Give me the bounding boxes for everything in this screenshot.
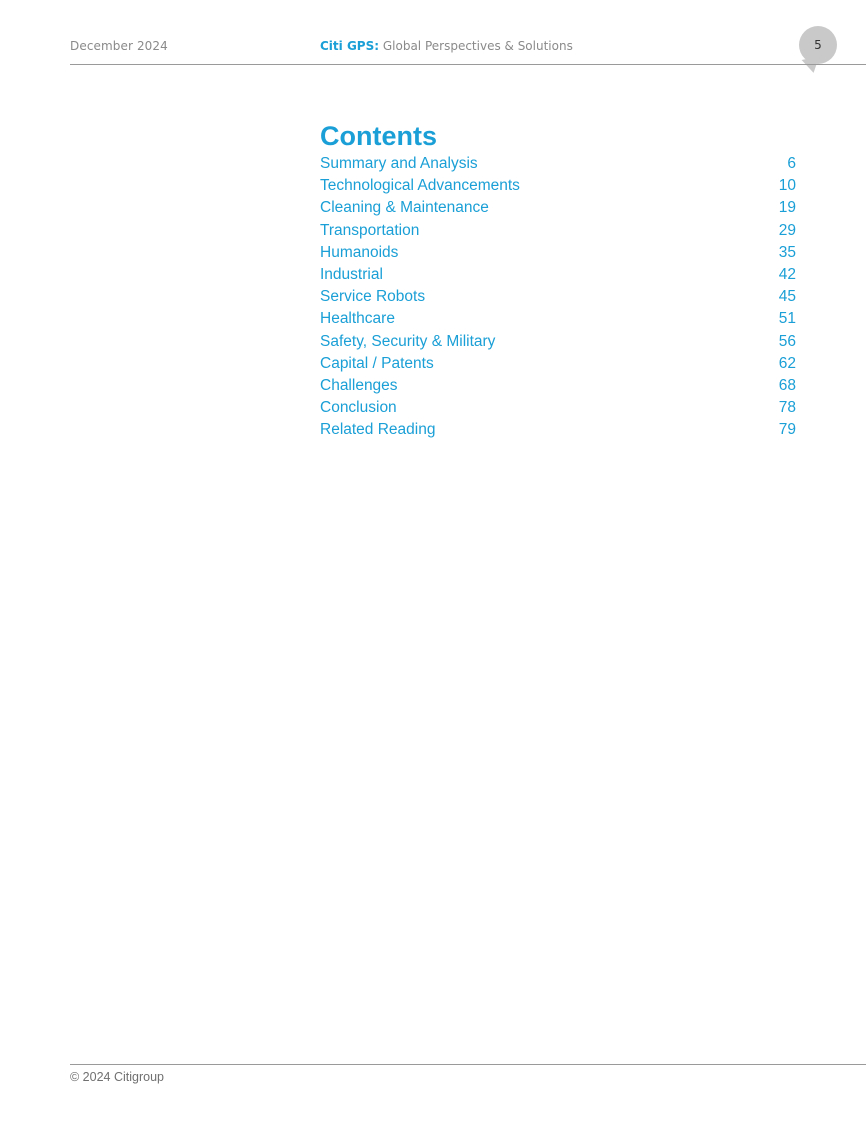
toc-entry[interactable] [320, 197, 796, 219]
toc-entry-page: 68 [778, 376, 796, 394]
contents-title: Contents [320, 121, 437, 151]
footer-copyright: © 2024 Citigroup [70, 1070, 164, 1084]
toc-entry[interactable] [320, 308, 796, 330]
toc-entry-page: 56 [778, 332, 796, 350]
toc-entry[interactable] [320, 375, 796, 397]
toc-entry[interactable] [320, 397, 796, 419]
toc-entry-page: 35 [778, 243, 796, 261]
toc-entry-page: 78 [778, 399, 796, 417]
toc-entry-label: Conclusion [320, 399, 397, 417]
toc-entry-page: 29 [778, 221, 796, 239]
toc-entry-page: 62 [778, 354, 796, 372]
page-number: 5 [814, 38, 822, 52]
brand-name: Citi GPS: [320, 39, 380, 53]
toc-list [320, 153, 796, 441]
header-date: December 2024 [70, 39, 168, 53]
toc-entry-page: 10 [778, 177, 796, 195]
toc-entry-label: Transportation [320, 221, 420, 239]
toc-entry-page: 45 [778, 288, 796, 306]
toc-entry[interactable] [320, 419, 796, 441]
toc-entry-page: 6 [787, 155, 796, 172]
header-divider [70, 64, 866, 65]
toc-entry[interactable] [320, 153, 796, 175]
toc-entry[interactable] [320, 331, 796, 353]
toc-entry-label: Healthcare [320, 310, 395, 328]
header-brand [320, 39, 573, 53]
toc-entry[interactable] [320, 353, 796, 375]
toc-entry[interactable] [320, 264, 796, 286]
toc-entry-label: Safety, Security & Military [320, 332, 496, 350]
toc-entry-page: 79 [778, 421, 796, 439]
toc-entry-label: Capital / Patents [320, 354, 434, 372]
toc-entry[interactable] [320, 286, 796, 308]
toc-entry-label: Cleaning & Maintenance [320, 199, 489, 217]
toc-entry-page: 19 [778, 199, 796, 217]
footer-divider [70, 1064, 866, 1065]
toc-entry-page: 42 [778, 265, 796, 283]
toc-entry-label: Related Reading [320, 421, 436, 439]
toc-entry-label: Humanoids [320, 243, 399, 261]
toc-entry-label: Summary and Analysis [320, 155, 478, 172]
toc-entry-label: Challenges [320, 376, 398, 394]
toc-entry-label: Service Robots [320, 288, 426, 306]
toc-entry[interactable] [320, 220, 796, 242]
toc-entry-label: Technological Advancements [320, 177, 520, 195]
table-of-contents [320, 120, 796, 441]
toc-entry[interactable] [320, 175, 796, 197]
page-number-badge [799, 26, 837, 64]
toc-entry-page: 51 [778, 310, 796, 328]
toc-entry-label: Industrial [320, 265, 383, 283]
brand-tagline: Global Perspectives & Solutions [379, 39, 573, 53]
toc-entry[interactable] [320, 242, 796, 264]
